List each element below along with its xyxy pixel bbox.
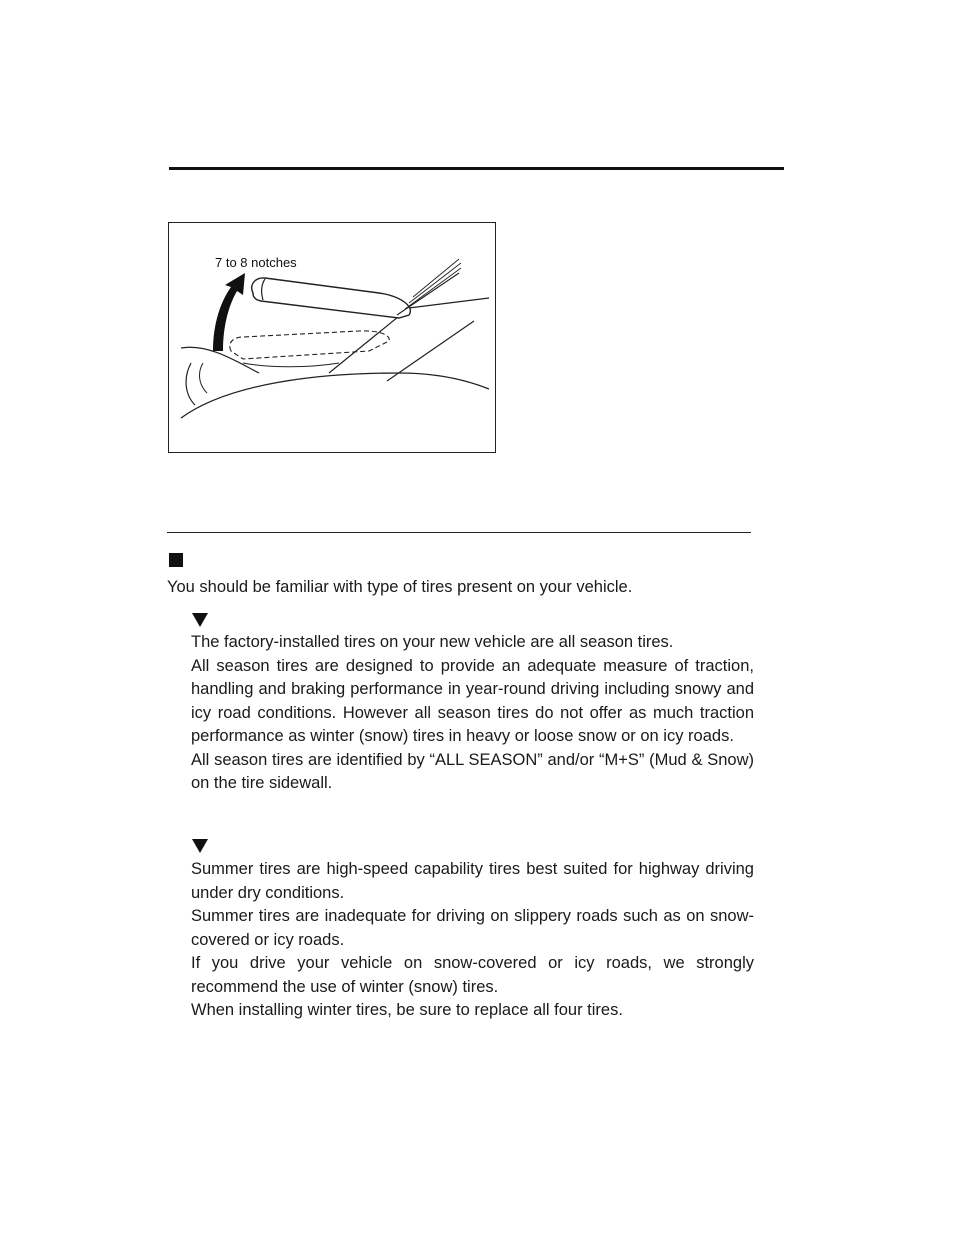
- all-season-paragraph: All season tires are identified by “ALL SEASON” and/or “M+S” (Mud & Snow) on the tire sidewall.: [191, 750, 754, 792]
- parking-brake-figure: [168, 222, 496, 453]
- triangle-bullet-icon: [192, 838, 208, 854]
- header-rule: [169, 167, 784, 170]
- summer-paragraph: Summer tires are high-speed capability tires best suited for highway driving under dry conditions.: [191, 860, 754, 902]
- all-season-paragraph: The factory-installed tires on your new vehicle are all season tires.: [191, 633, 674, 651]
- square-bullet-icon: [169, 553, 183, 567]
- summer-section: [191, 858, 754, 1023]
- section-rule: [167, 532, 751, 533]
- intro-text: You should be familiar with type of tires present on your vehicle.: [167, 578, 633, 596]
- triangle-bullet-icon: [192, 612, 208, 628]
- summer-paragraph: If you drive your vehicle on snow-covered or icy roads, we strongly recommend the use of winter (snow) tires.: [191, 954, 754, 996]
- all-season-paragraph: All season tires are designed to provide an adequate measure of traction, handling and braking performance in year-round driving including snowy and icy road conditions. However all season tires do not offer as much traction performance as winter (snow) tires in heavy or loose snow or on icy roads.: [191, 656, 754, 745]
- summer-paragraph: Summer tires are inadequate for driving on slippery roads such as on snow-covered or icy roads.: [191, 907, 754, 949]
- all-season-section: [191, 631, 754, 796]
- figure-label: 7 to 8 notches: [215, 255, 297, 270]
- summer-paragraph: When installing winter tires, be sure to replace all four tires.: [191, 1001, 623, 1019]
